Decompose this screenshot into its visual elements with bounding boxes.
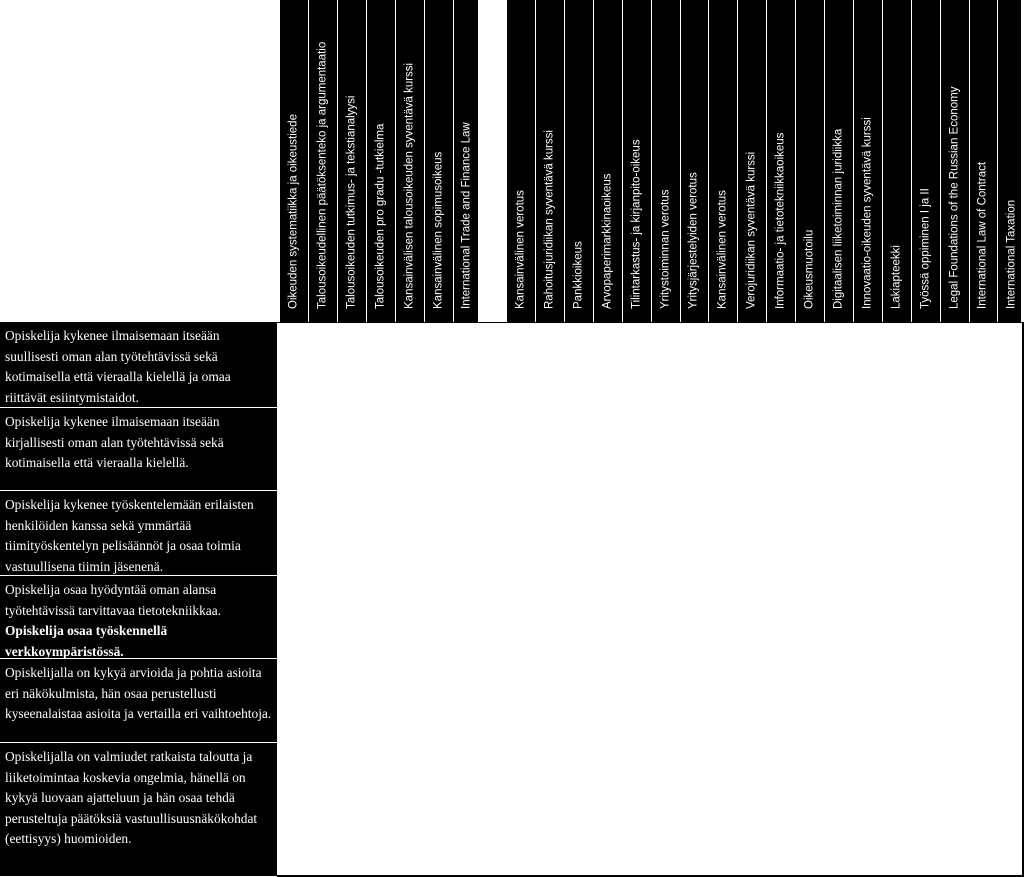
column-header-label: Oikeuden systematiikka ja oikeustiede bbox=[287, 113, 300, 309]
column-header-label: Informaatio- ja tietotekniikkaoikeus bbox=[774, 132, 787, 309]
column-header-label: Rahoitusjuridiikan syventävä kurssi bbox=[543, 129, 556, 309]
competence-row-label bbox=[0, 491, 277, 576]
column-header bbox=[594, 0, 623, 322]
column-header-label: Talousoikeudellinen päätöksenteko ja argumentaatio bbox=[316, 41, 329, 309]
matrix-grid bbox=[277, 322, 1023, 876]
column-header-label: Yritysjärjestelyiden verotus bbox=[687, 171, 700, 309]
column-header bbox=[969, 0, 998, 322]
column-header bbox=[536, 0, 565, 322]
column-header bbox=[367, 0, 396, 322]
column-header-label: Verojuridiikan syventävä kurssi bbox=[745, 151, 758, 309]
column-header bbox=[883, 0, 912, 322]
column-header bbox=[998, 0, 1024, 322]
column-header bbox=[738, 0, 767, 322]
column-header-label: Legal Foundations of the Russian Economy bbox=[947, 86, 960, 309]
column-header bbox=[280, 0, 309, 322]
column-header bbox=[652, 0, 681, 322]
competence-text: Opiskelija kykenee työskentelemään erilaisten henkilöiden kanssa sekä ymmärtää tiimityöskentelyn pelisäännöt ja osaa toimia vastuullisena tiimin jäsenenä. bbox=[5, 497, 254, 574]
column-header bbox=[941, 0, 970, 322]
column-header-label: Talousoikeuden tutkimus- ja tekstianalyysi bbox=[345, 95, 358, 309]
column-header-label: Tilintarkastus- ja kirjanpito-oikeus bbox=[629, 138, 642, 309]
column-header-label: Pankkioikeus bbox=[572, 240, 585, 309]
column-header-label: Kansainvälinen verotus bbox=[716, 189, 729, 309]
column-header bbox=[623, 0, 652, 322]
column-header-label: Kansainvälinen sopimusoikeus bbox=[431, 151, 444, 309]
competence-text: Opiskelija osaa hyödyntää oman alansa työtehtävissä tarvittavaa tietotekniikkaa. bbox=[5, 582, 222, 618]
competence-bold-text: Opiskelija osaa työskennellä verkkoympäristössä. bbox=[5, 623, 168, 659]
column-header-label: International Law of Contract bbox=[976, 161, 989, 309]
column-header bbox=[453, 0, 482, 322]
column-header-label: Yritystoiminnan verotus bbox=[658, 188, 671, 309]
column-header-label: International Taxation bbox=[1005, 199, 1018, 309]
column-header-label: Työssä oppiminen I ja II bbox=[918, 187, 931, 309]
competence-row-label bbox=[0, 322, 277, 408]
column-header bbox=[796, 0, 825, 322]
column-header bbox=[565, 0, 594, 322]
column-header-label: Talousoikeuden pro gradu -tutkielma bbox=[373, 123, 386, 309]
competence-text: Opiskelijalla on valmiudet ratkaista taloutta ja liiketoimintaa koskevia ongelmia, hänellä on kykyä luovaan ajatteluun ja hän osaa tehdä perusteltuja päätöksiä vastuullisuusnäkökohdat (eettisyys) huomioiden. bbox=[5, 749, 258, 846]
competence-row-label bbox=[0, 408, 277, 491]
column-header bbox=[912, 0, 941, 322]
competence-row-label bbox=[0, 743, 277, 877]
competence-text: Opiskelijalla on kykyä arvioida ja pohtia asioita eri näkökulmista, hän osaa perustellusti kyseenalaistaa asioita ja vertailla eri vaihtoehtoja. bbox=[5, 665, 272, 721]
column-header-label: International Trade and Finance Law bbox=[460, 121, 473, 309]
column-header-label: Arvopaperimarkkinaoikeus bbox=[600, 172, 613, 309]
column-header bbox=[507, 0, 536, 322]
column-header bbox=[709, 0, 738, 322]
competence-text: Opiskelija kykenee ilmaisemaan itseään suullisesti oman alan työtehtävissä sekä kotimaisella että vieraalla kielellä ja omaa riittävät esiintymistaidot. bbox=[5, 328, 231, 405]
competence-text: Opiskelija kykenee ilmaisemaan itseään kirjallisesti oman alan työtehtävissä sekä kotimaisella että vieraalla kielellä. bbox=[5, 414, 224, 470]
column-header-label: Innovaatio-oikeuden syventävä kurssi bbox=[861, 116, 874, 309]
competence-row-label bbox=[0, 659, 277, 743]
column-header-label: Oikeusmuotoilu bbox=[803, 229, 816, 309]
column-header bbox=[767, 0, 796, 322]
column-header bbox=[396, 0, 425, 322]
column-header bbox=[825, 0, 854, 322]
competence-row-label bbox=[0, 576, 277, 659]
column-header-label: Kansainvälinen verotus bbox=[514, 189, 527, 309]
column-header bbox=[680, 0, 709, 322]
column-header-label: Kansainvälisen talousoikeuden syventävä kurssi bbox=[402, 62, 415, 309]
column-header bbox=[854, 0, 883, 322]
column-header bbox=[309, 0, 338, 322]
column-header bbox=[338, 0, 367, 322]
column-header bbox=[425, 0, 454, 322]
column-header-label: Digitaalisen liiketoiminnan juridiikka bbox=[832, 128, 845, 309]
column-header-label: Lakiapteekki bbox=[889, 244, 902, 309]
